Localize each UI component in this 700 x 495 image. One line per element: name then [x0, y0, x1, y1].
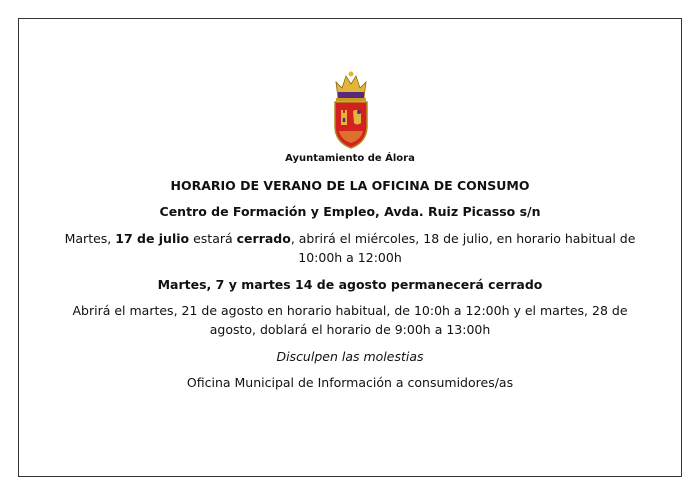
apology-text: Disculpen las molestias [276, 349, 424, 364]
organization-name: Ayuntamiento de Álora [285, 153, 415, 164]
document-title: HORARIO DE VERANO DE LA OFICINA DE CONSUMO [170, 178, 530, 193]
office-signature: Oficina Municipal de Información a consumidores/as [186, 375, 514, 390]
coat-of-arms-icon [330, 68, 372, 164]
july-closure-notice [58, 229, 642, 267]
notice1-date: 17 de julio [115, 231, 190, 246]
notice1-middle: estará [189, 231, 237, 246]
august-reopening-notice: Abrirá el martes, 21 de agosto en horario habitual, de 10:0h a 12:00h y el martes, 28 de agosto, doblará el horario de 9:00h a 13:00h [72, 303, 628, 337]
location-line: Centro de Formación y Empleo, Avda. Ruiz Picasso s/n [159, 204, 541, 219]
notice1-suffix: , abrirá el miércoles, 18 de julio, en horario habitual de 10:00h a 12:00h [290, 231, 636, 265]
notice1-status: cerrado [236, 231, 291, 246]
august-closure-notice: Martes, 7 y martes 14 de agosto permanecerá cerrado [157, 277, 543, 292]
notice1-prefix: Martes, [64, 231, 116, 246]
document-page [18, 18, 682, 477]
